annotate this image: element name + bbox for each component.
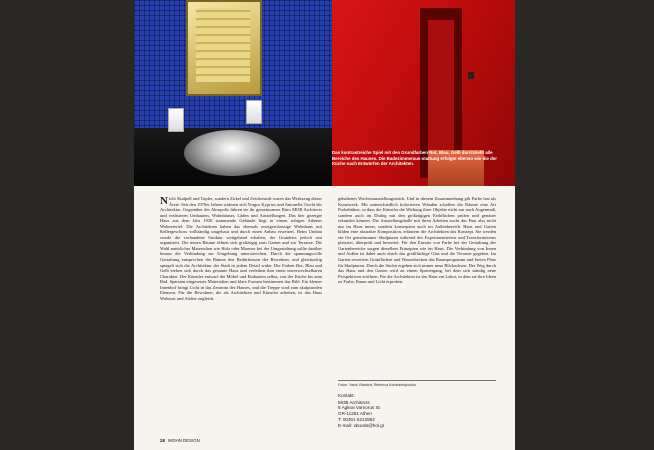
- page-footer: [160, 438, 200, 443]
- contact-title: Kontakt:: [338, 393, 355, 398]
- contact-block: [338, 393, 496, 428]
- steel-wash-basin: [184, 130, 280, 176]
- inner-room: [428, 20, 454, 170]
- photo-credit: Fotos: Yanis Vlastara, Rebecca Konstantopoulou: [338, 383, 416, 387]
- toothbrush-cup: [168, 108, 184, 132]
- magazine-section: WOHN DESIGN: [167, 438, 200, 443]
- contact-line: T: 00301 6212882: [338, 416, 375, 422]
- photo-caption: Das kontrastreiche Spiel mit den Grundfarben Rot, Blau, Gelb durchzieht alle Bereiche des Hauses. Die Badezimmeraus-stattung erfolgte ebenso wie die der Küche nach Entwürfen der Architekten.: [332, 150, 497, 167]
- heated-towel-rail: [186, 0, 262, 96]
- bathroom-photo: [134, 0, 332, 186]
- toothbrush-cup: [246, 100, 262, 124]
- contact-line: MOB Architects: [338, 399, 370, 405]
- article-column-left: [160, 196, 322, 428]
- contact-line: 8 Agkrai Varnorus St: [338, 405, 380, 411]
- contact-line: E-mail: vboutis@hol.gr: [338, 422, 385, 428]
- contact-line: GR-11251 Athen: [338, 411, 372, 417]
- page-number: 28: [160, 438, 165, 443]
- drop-cap: N: [160, 196, 168, 207]
- light-switch: [468, 72, 474, 79]
- article-text-right: gehaltenes Wochenausstellungsstück. Und in diesem Zusammenhang gilt Farbe fast als Kunstwerk. Mit unterschiedlich kolorierten Wänden schaffen die Räume eine Art Probebühne, so dass die Künstler die Wirkung ihrer Objekte nicht nur nach Augenmaß, sondern auch im Dialog mit den großzügigen Farbflächen prüfen und genauer erkunden können. Die Ausstellungshalle mit ihren Arbeiten sucht das Paar also nicht nur im Haus innen, sondern konsequent auch im Außenbereich. Haus und Garten bilden eine abstrakte Komposition, erläutern die Architekten das Konzept. Sie werden ein Ort gemeinsamer Skulpturen während des Experimentierens und Transformierens platziert, überprüft und bewertet. Für den Einsatz von Farbe bei der Gestaltung der Gartenbereiche sorgen dieselben Prinzipien wie im Haus. Die Verbindung von Innen und Außen ist dabei auch durch das großflächige Glas und die Terrasse gegeben. Im Garten erweitern Grünflächen und Wasserbecken das Raumprogramm und bieten Platz für Skulpturen. Durch die Stufen ergeben sich immer neue Blickachsen. Der Weg durch das Haus und den Garten wird zu einem Spaziergang, bei dem sich ständig neue Perspektiven eröffnen. Für die Architekten ist das Haus ein Labor, in dem sie ihre Ideen zu Farbe, Raum und Licht erproben.: [338, 196, 496, 285]
- credit-divider: [338, 380, 496, 381]
- article-text-left: icht Skalpell und Tupfer, sondern Zirkel und Zeichenstift waren das Werkzeug dieser Ärzte. Seit den 1970er Jahren widmen sich Vorgos Kyprios und Antonella Tzichi der Architektur. Gegenüber der Akropolis führen sie ihr gemeinsames Büro MOB Architects und realisieren Umbauten, Wohnhäuser, Läden und Ausstellungen. Das hier gezeigte Haus aus dem Jahr 1930 stammende Gebäude liegt in einem ruhigen Athener Wohnviertel. Die Architekten haben das ehemals zweigeschossige Wohnhaus mit Kellergeschoss vollständig umgebaut und durch einen Anbau erweitert. Beim Umbau wurde die vorhandene Struktur weitgehend erhalten, der Grundriss jedoch neu organisiert. Die neuen Räume öffnen sich großzügig zum Garten und zur Terrasse. Die Wahl natürlicher Materialien wie Holz oder Marmor bei der Umgestaltung sollte darüber hinaus die Verbindung zur Umgebung unterstreichen. Durch die spannungsvolle Gestaltung entsprechen die Räume den Bedürfnissen der Bewohner, und gleichzeitig spiegelt sich die Architektur der Stadt in jedem Detail wider. Die Farben Rot, Blau und Gelb ziehen sich durch das gesamte Haus und verleihen ihm einen unverwechselbaren Charakter. Der Künstler entwarf die Möbel und Einbauten selbst, von der Küche bis zum Bad. Sparsam eingesetzte Materialien und klare Formen bestimmen das Bild. Ein kleiner Innenhof bringt Licht in das Zentrum des Hauses, und die Treppe wird zum skulpturalen Element. Für die Bewohner, die als Architekten und Künstler arbeiten, ist das Haus Wohnort und Atelier zugleich.: [160, 196, 322, 301]
- magazine-page: [134, 0, 515, 450]
